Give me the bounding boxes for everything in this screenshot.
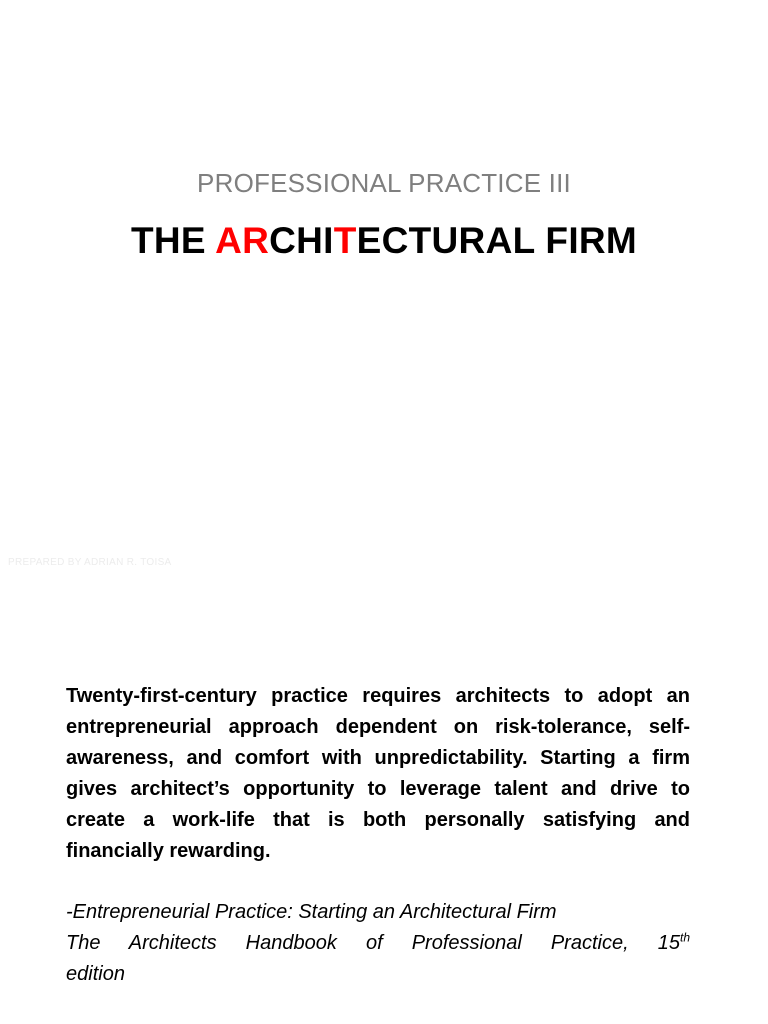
- author-credit: PREPARED BY ADRIAN R. TOISA: [8, 557, 172, 568]
- title-part-t-highlight: T: [333, 220, 357, 261]
- source-book-title: The Architects Handbook of Professional Practice, 15: [66, 932, 680, 954]
- source-edition: edition: [66, 963, 125, 985]
- slide-title: [0, 220, 768, 262]
- title-part-chi: CHI: [269, 220, 334, 261]
- quote-text: Twenty-first-century practice requires architects to adopt an entrepreneurial approach dependent on risk-tolerance, self-awareness, and comfort with unpredictability. Starting a firm gives architect’s opportunity to leverage talent and drive to create a work-life that is both personally satisfying and financially rewarding.: [66, 685, 690, 862]
- title-part-the: THE: [130, 220, 216, 261]
- quote-slide: [0, 640, 768, 1024]
- title-part-ar-highlight: AR: [215, 220, 270, 261]
- source-book: [66, 928, 690, 959]
- course-subtitle: PROFESSIONAL PRACTICE III: [197, 168, 571, 198]
- title-part-ectural-firm: ECTURAL FIRM: [356, 220, 638, 261]
- source-edition-suffix: th: [679, 930, 690, 945]
- source-chapter: -Entrepreneurial Practice: Starting an Architectural Firm: [66, 901, 557, 923]
- quote-source: [66, 897, 690, 990]
